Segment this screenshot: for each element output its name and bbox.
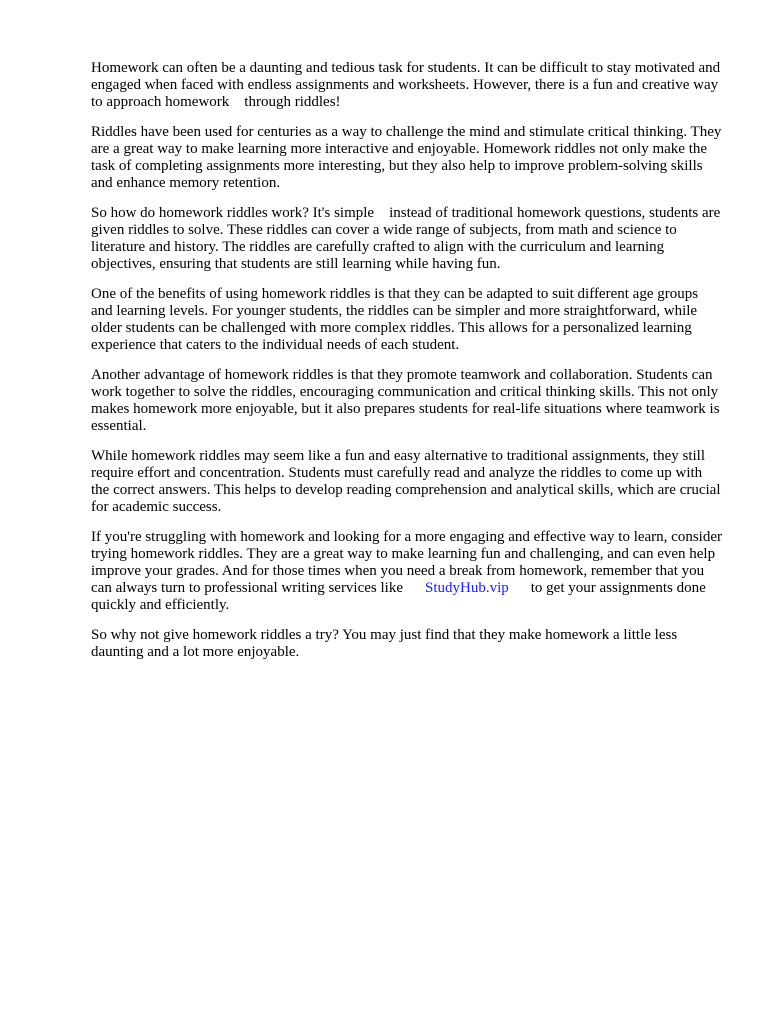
paragraph-conclusion: So why not give homework riddles a try? You may just find that they make homework a little less daunting and a lot more enjoyable. xyxy=(91,627,678,660)
paragraph-services xyxy=(91,529,723,614)
document-body xyxy=(91,60,723,674)
paragraph-effort: While homework riddles may seem like a fun and easy alternative to traditional assignments, they still require effort and concentration. Students must carefully read and analyze the riddles to come up with the correct answers. This helps to develop reading comprehension and analytical skills, which are crucial for academic success. xyxy=(91,448,721,515)
studyhub-link[interactable]: StudyHub.vip xyxy=(425,580,509,596)
paragraph-riddles-history: Riddles have been used for centuries as a way to challenge the mind and stimulate critical thinking. They are a great way to make learning more interactive and enjoyable. Homework riddles not only make the task of completing assignments more interesting, but they also help to improve problem-solving skills and enhance memory retention. xyxy=(91,124,722,191)
paragraph-benefits: One of the benefits of using homework riddles is that they can be adapted to suit different age groups and learning levels. For younger students, the riddles can be simpler and more straightforward, while older students can be challenged with more complex riddles. This allows for a personalized learning experience that caters to the individual needs of each student. xyxy=(91,286,699,353)
paragraph-intro: Homework can often be a daunting and tedious task for students. It can be difficult to stay motivated and engaged when faced with endless assignments and worksheets. However, there is a fun and creative way to approach homework through riddles! xyxy=(91,60,724,110)
paragraph-how-it-works: So how do homework riddles work? It's simple instead of traditional homework questions, students are given riddles to solve. These riddles can cover a wide range of subjects, from math and science to literature and history. The riddles are carefully crafted to align with the curriculum and learning objectives, ensuring that students are still learning while having fun. xyxy=(91,205,725,272)
paragraph-teamwork: Another advantage of homework riddles is that they promote teamwork and collaboration. Students can work together to solve the riddles, encouraging communication and critical thinking skills. This not only makes homework more enjoyable, but it also prepares students for real-life situations where teamwork is essential. xyxy=(91,367,720,434)
paragraph-services-text-after: to get your assignments done quickly and efficiently. xyxy=(91,580,706,613)
paragraph-services-text-before: If you're struggling with homework and looking for a more engaging and effective way to learn, consider trying homework riddles. They are a great way to make learning fun and challenging, and can even help improve your grades. And for those times when you need a break from homework, remember that you can always turn to professional writing services like xyxy=(91,529,722,596)
